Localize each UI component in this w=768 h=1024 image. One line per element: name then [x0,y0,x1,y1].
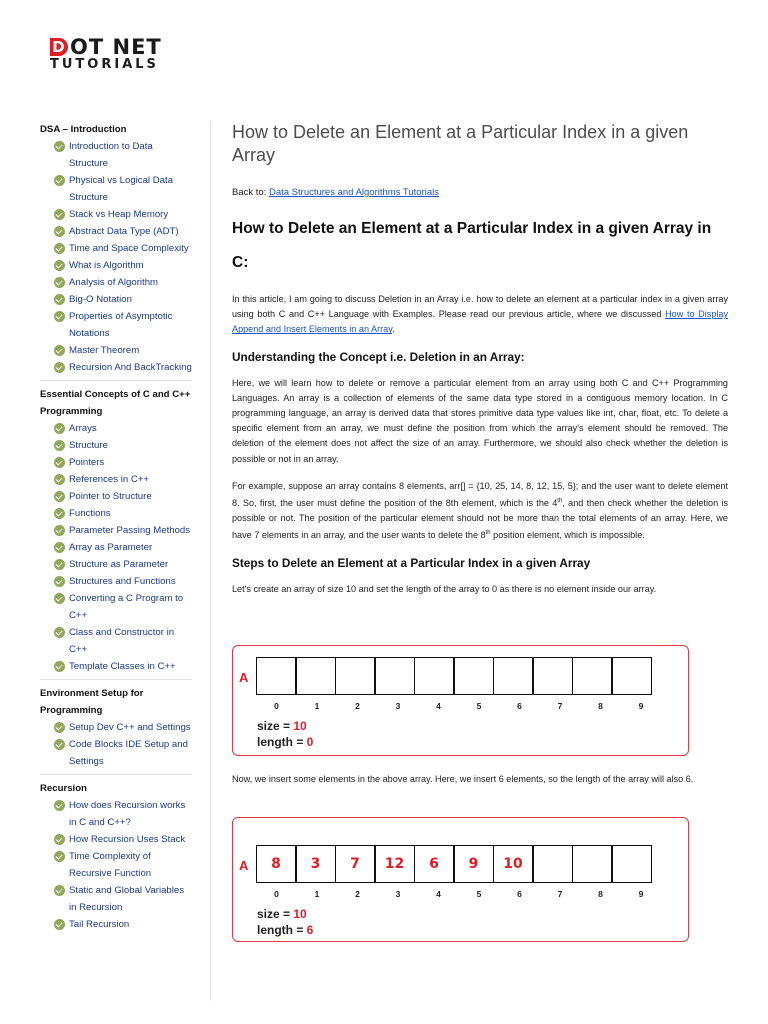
sidebar-item[interactable] [54,556,192,573]
previous-article-link[interactable]: How to Display Append and Insert Elements in an Array [232,309,728,335]
array-cells [257,845,652,883]
intro-paragraph [232,292,728,338]
array-cell: 10 [493,845,534,883]
sidebar-item[interactable] [54,172,192,206]
array-cell [374,657,415,695]
sidebar-divider [210,121,211,1001]
sidebar-item-label: Properties of Asymptotic Notations [69,311,173,339]
check-circle-icon [54,851,65,862]
intro-text: In this article, I am going to discuss Deletion in an Array i.e. how to delete an element at a particular index in a given array using both C and C++ Language with Examples. Please read our previous article, where we discussed [232,294,728,320]
sidebar-item-label: Time Complexity of Recursive Function [69,851,152,879]
array-cell [414,657,455,695]
check-circle-icon [54,834,65,845]
array-index-label: 5 [476,889,482,899]
sidebar-item[interactable] [54,471,192,488]
sidebar-item-label: How Recursion Uses Stack [69,834,186,845]
sidebar-item[interactable] [54,206,192,223]
array-cell: 3 [295,845,336,883]
sidebar-item-label: References in C++ [69,474,149,485]
check-circle-icon [54,260,65,271]
sidebar-item[interactable] [54,274,192,291]
sidebar-item[interactable] [54,797,192,831]
sidebar-item-label: Pointers [69,457,105,468]
check-circle-icon [54,722,65,733]
back-to-link[interactable]: Data Structures and Algorithms Tutorials [268,187,439,198]
length-value: 6 [306,923,314,937]
intro-end: . [392,324,395,335]
array-cells [257,657,652,695]
insert-paragraph: Now, we insert some elements in the above array. Here, we insert 6 elements, so the length of the array will also 6. [232,774,694,784]
check-circle-icon [54,593,65,604]
check-circle-icon [54,294,65,305]
array-index-label: 9 [638,889,644,899]
length-text [257,922,313,938]
sidebar-item-label: Physical vs Logical Data Structure [69,175,173,203]
sidebar-item-label: Master Theorem [69,345,140,356]
sidebar-item[interactable] [54,359,192,376]
sidebar-item[interactable] [54,831,192,848]
array-index-label: 8 [598,889,603,899]
array-cell: 8 [256,845,297,883]
check-circle-icon [54,508,65,519]
sidebar-section-title[interactable]: Essential Concepts of C and C++ Programming [40,389,191,417]
length-label: length = [257,735,307,749]
array-diagram-empty [232,645,689,756]
array-indices [257,889,662,899]
superscript-th: th [485,530,491,537]
sidebar-item-label: What is Algorithm [69,260,144,271]
logo-d-mark: D [50,38,68,56]
array-cell: 12 [374,845,415,883]
check-circle-icon [54,277,65,288]
sidebar-item-label: Parameter Passing Methods [69,525,191,536]
check-circle-icon [54,226,65,237]
array-label: A [239,858,249,873]
breadcrumb [232,187,728,198]
array-index-label: 6 [517,889,522,899]
array-index-label: 6 [517,701,522,711]
sidebar-item[interactable] [54,848,192,882]
array-index-label: 7 [557,701,563,711]
sidebar-item-label: Array as Parameter [69,542,153,553]
sidebar-section [40,685,192,775]
steps-heading: Steps to Delete an Element at a Particular Index in a given Array [232,555,591,570]
sidebar-item-label: Code Blocks IDE Setup and Settings [69,739,188,767]
check-circle-icon [54,141,65,152]
page-title: How to Delete an Element at a Particular Index in a given Array [232,122,689,165]
size-value: 10 [293,907,307,921]
check-circle-icon [54,457,65,468]
array-label: A [239,670,249,685]
check-circle-icon [54,311,65,322]
sidebar-nav [40,121,192,942]
array-cell [256,657,297,695]
superscript-th: th [557,498,563,505]
sidebar-section [40,121,192,381]
check-circle-icon [54,345,65,356]
array-cell: 9 [453,845,494,883]
check-circle-icon [54,175,65,186]
article-content [232,121,728,606]
sidebar-item-label: Structure as Parameter [69,559,169,570]
sidebar-item[interactable] [54,522,192,539]
size-label: size = [257,907,294,921]
sidebar-item[interactable] [54,505,192,522]
array-info [257,906,313,938]
sidebar-item[interactable] [54,437,192,454]
length-text [257,734,313,750]
array-index-label: 7 [557,889,563,899]
sidebar-item-label: Converting a C Program to C++ [69,593,184,621]
sidebar-item-label: Arrays [69,423,97,434]
sidebar-item-label: Abstract Data Type (ADT) [69,226,179,237]
sidebar-item[interactable] [54,539,192,556]
check-circle-icon [54,440,65,451]
array-index-label: 8 [598,701,603,711]
array-cell [611,657,652,695]
sidebar-item[interactable] [54,573,192,590]
sidebar-item-label: Big-O Notation [69,294,132,305]
check-circle-icon [54,919,65,930]
example-text-2: , and then check whether the deletion is possible or not. The position of the particular element should not be more than the total elements of an array. Here, we have 7 elements in an array, and the user wants to delete the 8 [232,498,728,541]
logo-wordmark [50,37,160,57]
check-circle-icon [54,423,65,434]
concept-paragraph: Here, we will learn how to delete or remove a particular element from an array using both C and C++ Programming Languages. An array is a collection of elements of the same data type stored in a contiguous memory location. In C programming language, an array is derived data that stores primitive data type values like int, char, float, etc. To delete a specific element from an array, we must define the position from which the array's element should be removed. The deletion of the element does not affect the size of an array. Furthermore, we should also check whether the deletion is possible or not in an array. [232,377,728,464]
sidebar-item-label: Pointer to Structure [69,491,152,502]
sidebar-list [40,797,192,933]
logo-text-tutorials: TUTORIALS [50,57,159,72]
site-logo[interactable] [50,37,160,73]
array-index-label: 2 [355,701,360,711]
size-text [257,906,313,922]
array-cell [572,845,613,883]
sidebar-item[interactable] [54,488,192,505]
check-circle-icon [54,474,65,485]
size-value: 10 [293,719,307,733]
array-index-label: 5 [476,701,482,711]
logo-text-dotnet: OT NET [70,35,162,59]
array-cell [295,657,336,695]
sidebar-list [40,138,192,376]
array-index-label: 1 [314,889,320,899]
sidebar-item[interactable] [54,342,192,359]
sidebar-item-label: Static and Global Variables in Recursion [69,885,185,913]
array-cell [572,657,613,695]
concept-heading: Understanding the Concept i.e. Deletion in an Array: [232,349,525,364]
array-cell: 7 [335,845,376,883]
article-heading: How to Delete an Element at a Particular Index in a given Array in C: [232,220,712,271]
array-cell [532,845,573,883]
check-circle-icon [54,576,65,587]
sidebar-item-label: Stack vs Heap Memory [69,209,169,220]
array-indices [257,701,662,711]
array-diagram-filled [232,817,689,942]
array-index-label: 9 [638,701,644,711]
sidebar-item[interactable] [54,240,192,257]
sidebar-item[interactable] [54,736,192,770]
back-to-label: Back to: [232,187,267,198]
array-info [257,718,313,750]
sidebar-item-label: Analysis of Algorithm [69,277,159,288]
sidebar-item-label: Setup Dev C++ and Settings [69,722,191,733]
sidebar-item-label: Functions [69,508,111,519]
check-circle-icon [54,739,65,750]
array-cell [453,657,494,695]
sidebar-item[interactable] [54,257,192,274]
check-circle-icon [54,542,65,553]
sidebar-item[interactable] [54,916,192,933]
size-label: size = [257,719,294,733]
length-value: 0 [306,735,314,749]
array-index-label: 0 [274,889,279,899]
array-index-label: 0 [274,701,279,711]
size-text [257,718,313,734]
sidebar-item[interactable] [54,223,192,240]
example-paragraph [232,479,728,544]
check-circle-icon [54,627,65,638]
sidebar-item[interactable] [54,590,192,624]
array-index-label: 2 [355,889,360,899]
sidebar-item-label: Structures and Functions [69,576,176,587]
sidebar-item-label: Template Classes in C++ [69,661,176,672]
sidebar-item-label: Recursion And BackTracking [69,362,192,373]
steps-paragraph: Let's create an array of size 10 and set the length of the array to 0 as there is no element inside our array. [232,583,657,594]
sidebar-item[interactable] [54,624,192,658]
check-circle-icon [54,800,65,811]
sidebar-item[interactable] [54,454,192,471]
check-circle-icon [54,491,65,502]
sidebar-section [40,780,192,937]
example-text-3: position element, which is impossible. [490,530,645,541]
sidebar-item[interactable] [54,308,192,342]
sidebar-item-label: Time and Space Complexity [69,243,189,254]
example-text-1: For example, suppose an array contains 8 elements, arr[] = {10, 25, 14, 8, 12, 15, 5}; and the user want to delete element 8. So, first, the user must define the position of the 8th element, which is the 4 [232,480,728,509]
array-cell [493,657,534,695]
sidebar-item-label: Structure [69,440,108,451]
sidebar-section-title[interactable]: Recursion [40,783,87,794]
sidebar-item[interactable] [54,291,192,308]
check-circle-icon [54,885,65,896]
sidebar-item-label: Introduction to Data Structure [69,141,153,169]
sidebar-item[interactable] [54,719,192,736]
array-index-label: 1 [314,701,320,711]
sidebar-item[interactable] [54,138,192,172]
sidebar-section-title[interactable]: Environment Setup for Programming [40,688,144,716]
check-circle-icon [54,209,65,220]
array-index-label: 4 [436,889,441,899]
sidebar-section [40,386,192,680]
array-index-label: 3 [395,889,401,899]
sidebar-item-label: Class and Constructor in C++ [69,627,175,655]
check-circle-icon [54,243,65,254]
array-index-label: 4 [436,701,441,711]
array-cell: 6 [414,845,455,883]
length-label: length = [257,923,307,937]
array-cell [335,657,376,695]
array-index-label: 3 [395,701,401,711]
check-circle-icon [54,661,65,672]
sidebar-item[interactable] [54,658,192,675]
sidebar-item-label: Tail Recursion [69,919,130,930]
check-circle-icon [54,559,65,570]
sidebar-item[interactable] [54,882,192,916]
check-circle-icon [54,525,65,536]
sidebar-item-label: How does Recursion works in C and C++? [69,800,186,828]
array-cell [532,657,573,695]
array-cell [611,845,652,883]
sidebar-list [40,719,192,770]
sidebar-section-title[interactable]: DSA – Introduction [40,124,127,135]
check-circle-icon [54,362,65,373]
sidebar-item[interactable] [54,420,192,437]
sidebar-list [40,420,192,675]
